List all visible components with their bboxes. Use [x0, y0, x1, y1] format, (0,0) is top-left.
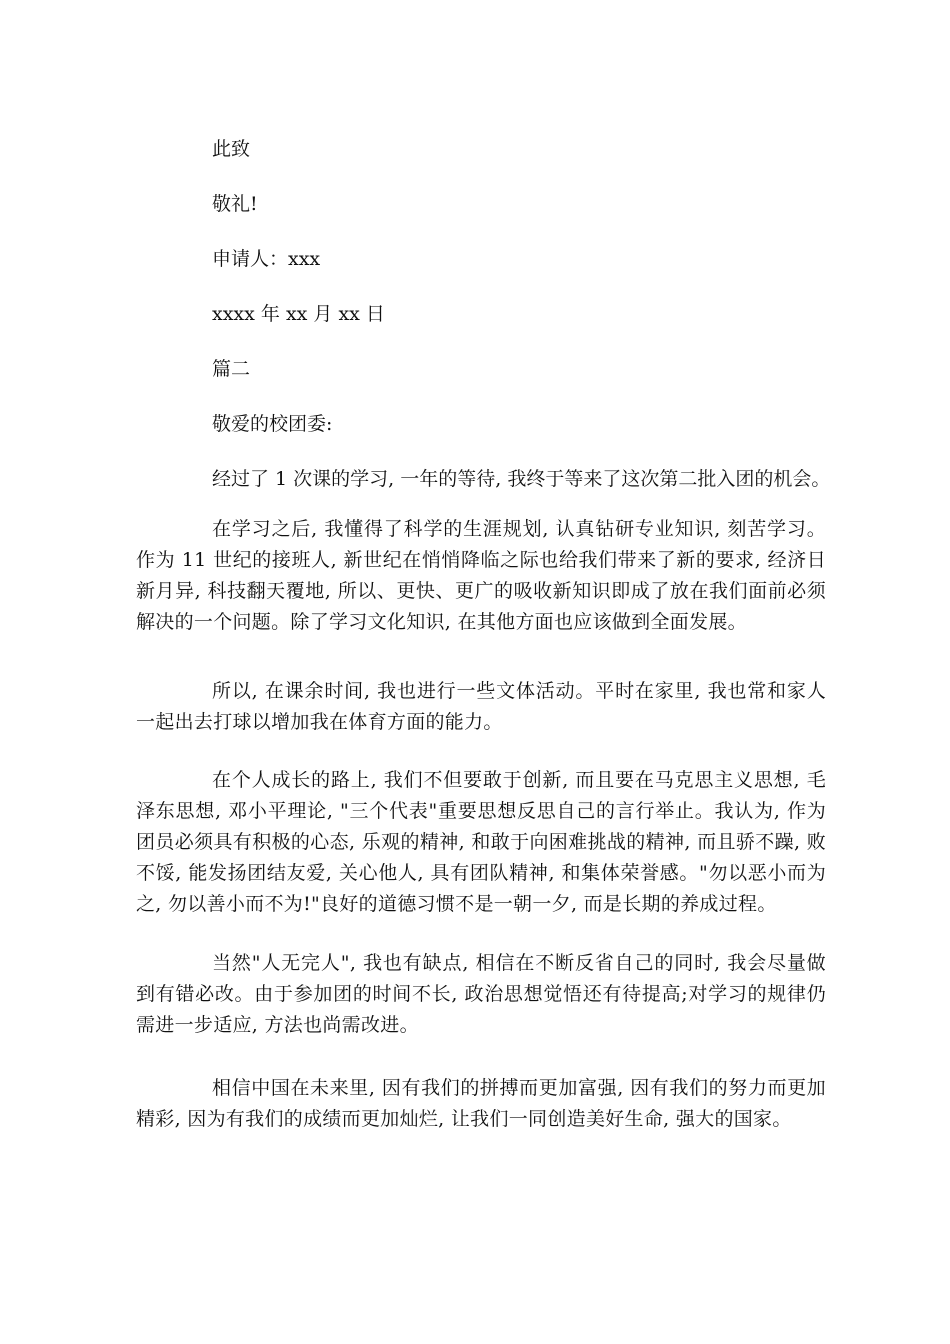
closing-salutation: 此致: [212, 138, 251, 160]
section-title: 篇二: [212, 358, 251, 380]
body-paragraph-2: 所以, 在课余时间, 我也进行一些文体活动。平时在家里, 我也常和家人一起出去打球以增加我在体育方面的能力。: [136, 680, 826, 733]
body-paragraph-5: 相信中国在未来里, 因有我们的拼搏而更加富强, 因有我们的努力而更加精彩, 因为有我们的成绩而更加灿烂, 让我们一同创造美好生命, 强大的国家。: [136, 1077, 826, 1130]
greeting-line: 敬爱的校团委:: [212, 413, 333, 435]
body-paragraph-3: 在个人成长的路上, 我们不但要敢于创新, 而且要在马克思主义思想, 毛泽东思想, 邓小平理论, "三个代表"重要思想反思自己的言行举止。我认为, 作为团员必须具有积极的心态, 乐观的精神, 和敢于向困难挑战的精神, 而且骄不躁, 败不馁, 能发扬团结友爱, 关心他人, 具有团队精神, 和集体荣誉感。"勿以恶小而为之, 勿以善小而不为!"良好的道德习惯不是一朝一夕, 而是长期的养成过程。: [136, 769, 826, 915]
closing-regards: 敬礼!: [212, 193, 258, 215]
date-line: xxxx 年 xx 月 xx 日: [212, 303, 385, 325]
body-paragraph-4: 当然"人无完人", 我也有缺点, 相信在不断反省自己的同时, 我会尽量做到有错必改。由于参加团的时间不长, 政治思想觉悟还有待提高;对学习的规律仍需进一步适应, 方法也尚需改进。: [136, 952, 826, 1036]
intro-line: 经过了 1 次课的学习, 一年的等待, 我终于等来了这次第二批入团的机会。: [212, 468, 831, 490]
body-paragraph-1: 在学习之后, 我懂得了科学的生涯规划, 认真钻研专业知识, 刻苦学习。作为 11 世纪的接班人, 新世纪在悄悄降临之际也给我们带来了新的要求, 经济日新月异, 科技翻天覆地, 所以、更快、更广的吸收新知识即成了放在我们面前必须解决的一个问题。除了学习文化知识, 在其他方面也应该做到全面发展。: [136, 518, 826, 633]
applicant-line: 申请人：xxx: [212, 248, 321, 270]
